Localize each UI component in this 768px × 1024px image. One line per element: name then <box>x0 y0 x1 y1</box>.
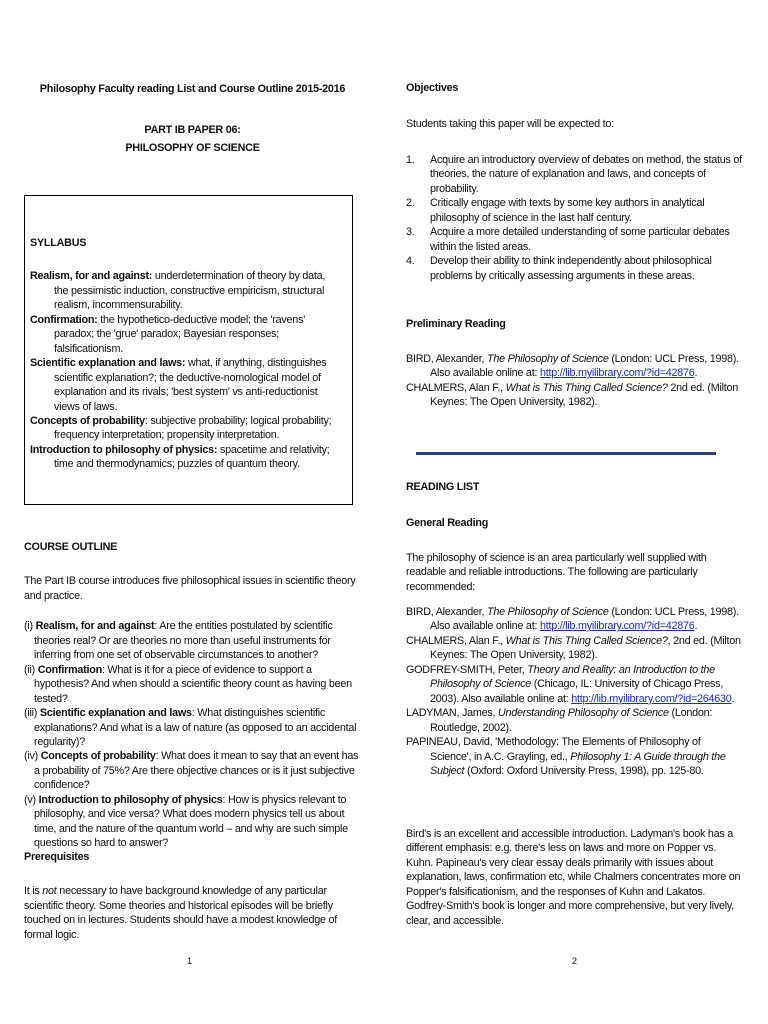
syllabus-item <box>30 414 340 443</box>
reference-author: CHALMERS, Alan F., <box>406 634 506 647</box>
syllabus-item-term: Confirmation: <box>30 313 98 326</box>
outline-item-text: : How is physics relevant to philosophy, and vice versa? What does modern physics tell us about time, and the nature of the quantum world – and why are such simple questions so hard to answer? <box>34 793 348 850</box>
reference-details: (Chicago, IL: University of Chicago Press, 2003). Also available online at: <box>430 678 724 705</box>
general-reading-list <box>406 605 744 778</box>
page-number-2: 2 <box>572 956 577 966</box>
objective-number: 4. <box>406 255 415 268</box>
reference-author: GODFREY-SMITH, Peter, <box>406 663 528 676</box>
reference-title: The Philosophy of Science <box>486 353 609 365</box>
syllabus-heading: SYLLABUS <box>30 237 87 249</box>
objective-item <box>406 225 744 254</box>
reference-title: The Philosophy of Science <box>486 606 609 618</box>
reference-title: Theory and Reality: an Introduction to the Philosophy of Science <box>430 663 715 691</box>
syllabus-list <box>30 269 340 471</box>
syllabus-item-text: : subjective probability; logical probability; frequency interpretation; propensity interpretation. <box>54 414 332 442</box>
outline-item <box>24 663 361 706</box>
reference-suffix: . <box>694 620 698 633</box>
reference-details: (Oxford: Oxford University Press, 1998), pp. 125-80. <box>464 764 704 777</box>
objective-text: Acquire an introductory overview of debates on method, the status of theories, the nature of explanation and laws, and concepts of probability. <box>430 154 742 195</box>
reference-details: 2nd ed. (Milton Keynes: The Open University, 1982). <box>430 381 739 409</box>
reference-author: LADYMAN, James, <box>406 707 498 720</box>
reference-entry <box>406 381 744 410</box>
reading-list-heading: READING LIST <box>406 481 480 493</box>
outline-item-prefix: (ii) <box>24 663 38 676</box>
syllabus-box <box>24 195 353 505</box>
outline-item-term: Introduction to philosophy of physics <box>38 793 223 806</box>
reference-author: CHALMERS, Alan F., <box>406 381 506 394</box>
outline-item-text: : What does it mean to say that an event has a probability of 75%? Are there objective chances or is it just subjective confidence? <box>34 750 359 792</box>
reference-details: (London: Routledge, 2002). <box>430 707 713 734</box>
objectives-heading: Objectives <box>406 82 459 94</box>
syllabus-item-text: spacetime and relativity; time and thermodynamics; puzzles of quantum theory. <box>54 443 330 471</box>
outline-item-text: : Are the entities postulated by scientific theories real? Or are theories no more than useful instruments for inferring from one set of observable circumstances to another? <box>34 620 333 662</box>
objective-text: Acquire a more detailed understanding of some particular debates within the listed areas. <box>430 226 730 253</box>
prerequisites-heading: Prerequisites <box>24 851 90 863</box>
syllabus-item <box>30 313 340 356</box>
outline-item <box>24 706 361 749</box>
reference-entry <box>406 663 744 706</box>
reference-author: BIRD, Alexander, <box>406 606 487 618</box>
general-reading-intro: The philosophy of science is an area particularly well supplied with readable and reliable introductions. The following are particularly recommended: <box>406 552 707 593</box>
reference-details: (London: UCL Press, 1998). Also available online at: <box>430 606 739 633</box>
outline-item <box>24 619 361 662</box>
course-outline-heading: COURSE OUTLINE <box>24 541 118 553</box>
reference-link[interactable]: http://lib.myilibrary.com/?id=264630 <box>571 692 732 705</box>
syllabus-item-term: Scientific explanation and laws: <box>30 357 186 370</box>
reference-entry <box>406 634 744 663</box>
reference-title: What is This Thing Called Science? <box>505 634 668 647</box>
prerequisites-text-start: It is <box>24 885 43 898</box>
objectives-list <box>406 153 744 283</box>
reference-entry <box>406 706 744 735</box>
syllabus-item-text: underdetermination of theory by data, the pessimistic induction, constructive empiricism, structural realism, incommensurability. <box>54 270 326 312</box>
reference-entry <box>406 735 744 778</box>
outline-item-text: : What distinguishes scientific explanations? And what is a law of nature (as opposed to an accidental regularity)? <box>34 707 357 748</box>
objective-item <box>406 153 744 196</box>
reference-entry <box>406 352 744 381</box>
page-number-1: 1 <box>187 956 192 966</box>
objectives-intro: Students taking this paper will be expected to: <box>406 118 614 130</box>
course-outline-intro: The Part IB course introduces five philosophical issues in scientific theory and practice. <box>24 575 356 602</box>
outline-item-text: : What is it for a piece of evidence to support a hypothesis? And when should a scientific theory count as having been tested? <box>34 663 352 705</box>
syllabus-item <box>30 443 340 472</box>
syllabus-item-term: Realism, for and against: <box>30 270 153 283</box>
document-title: Philosophy Faculty reading List and Course Outline 2015-2016 <box>39 83 346 95</box>
syllabus-item-text: the hypothetico-deductive model; the 'ravens' paradox; the 'grue' paradox; Bayesian responses; falsificationism. <box>54 313 306 355</box>
outline-item-prefix: (v) <box>24 793 39 806</box>
reference-details: (London: UCL Press, 1998). Also available online at: <box>430 353 739 380</box>
outline-item-term: Concepts of probability <box>40 750 156 763</box>
general-reading-heading: General Reading <box>406 517 489 529</box>
objective-number: 2. <box>406 197 415 210</box>
outline-item-term: Realism, for and against <box>35 620 155 633</box>
reference-author: PAPINEAU, David, 'Methodology: The Elements of Philosophy of Science', in A.C. Grayling, ed., <box>406 736 701 763</box>
outline-item-prefix: (i) <box>24 620 36 633</box>
syllabus-item-term: Concepts of probability <box>30 414 145 427</box>
reference-suffix: . <box>694 367 698 380</box>
syllabus-item <box>30 356 340 414</box>
reference-title: Understanding Philosophy of Science <box>498 707 669 720</box>
syllabus-item <box>30 269 340 312</box>
outline-item <box>24 749 361 792</box>
reading-commentary: Bird's is an excellent and accessible introduction. Ladyman's book has a different emphasis: e.g. there's less on laws and more on Popper vs. Kuhn. Papineau's very clear essay deals primarily with issues about explanation, laws, confirmation etc, while Chalmers concentrates more on Popper's falsificationism, and the responses of Kuhn and Lakatos. Godfrey-Smith's book is longer and more comprehensive, but very lively, clear, and accessible. <box>406 828 741 927</box>
prerequisites-emphasis: not <box>42 885 57 898</box>
preliminary-reading-heading: Preliminary Reading <box>406 318 506 330</box>
objective-number: 1. <box>406 154 415 166</box>
objective-text: Critically engage with texts by some key authors in analytical philosophy of science in the last half century. <box>430 197 705 224</box>
prerequisites-section <box>24 850 361 942</box>
outline-item-prefix: (iii) <box>24 707 40 720</box>
paper-code: PART IB PAPER 06: <box>144 124 241 136</box>
reference-link[interactable]: http://lib.myilibrary.com/?id=42876 <box>539 620 695 633</box>
prerequisites-text <box>24 884 361 942</box>
reference-details: , 2nd ed. (Milton Keynes: The Open University, 1982). <box>430 634 741 662</box>
reference-author: BIRD, Alexander, <box>406 353 487 365</box>
objective-item <box>406 254 744 283</box>
prerequisites-text-end: necessary to have background knowledge of any particular scientific theory. Some theories and historical episodes will be briefly touched on in lectures. Students should have a modest knowledge of formal logic. <box>24 885 338 941</box>
outline-item-term: Scientific explanation and laws <box>39 707 192 720</box>
reference-title: What is This Thing Called Science? <box>505 381 668 394</box>
course-outline-section <box>24 540 361 851</box>
preliminary-reading-list <box>406 352 744 410</box>
course-outline-list <box>24 619 361 850</box>
section-divider <box>416 452 716 455</box>
syllabus-item-text: what, if anything, distinguishes scientific explanation?; the deductive-nomological model of explanation and its rivals; 'best system' vs anti-reductionist views of laws. <box>54 357 327 413</box>
reference-suffix: . <box>731 692 735 705</box>
paper-name: PHILOSOPHY OF SCIENCE <box>125 142 260 154</box>
outline-item-prefix: (iv) <box>24 750 41 763</box>
objective-item <box>406 196 744 225</box>
reference-link[interactable]: http://lib.myilibrary.com/?id=42876 <box>539 367 695 380</box>
syllabus-item-term: Introduction to philosophy of physics: <box>30 443 218 456</box>
outline-item <box>24 793 361 851</box>
objective-number: 3. <box>406 226 415 239</box>
reference-title: Philosophy 1: A Guide through the Subject <box>430 750 726 777</box>
outline-item-term: Confirmation <box>37 663 102 676</box>
reference-entry <box>406 605 744 634</box>
objective-text: Develop their ability to think independently about philosophical problems by critically assessing arguments in these areas. <box>430 255 712 282</box>
